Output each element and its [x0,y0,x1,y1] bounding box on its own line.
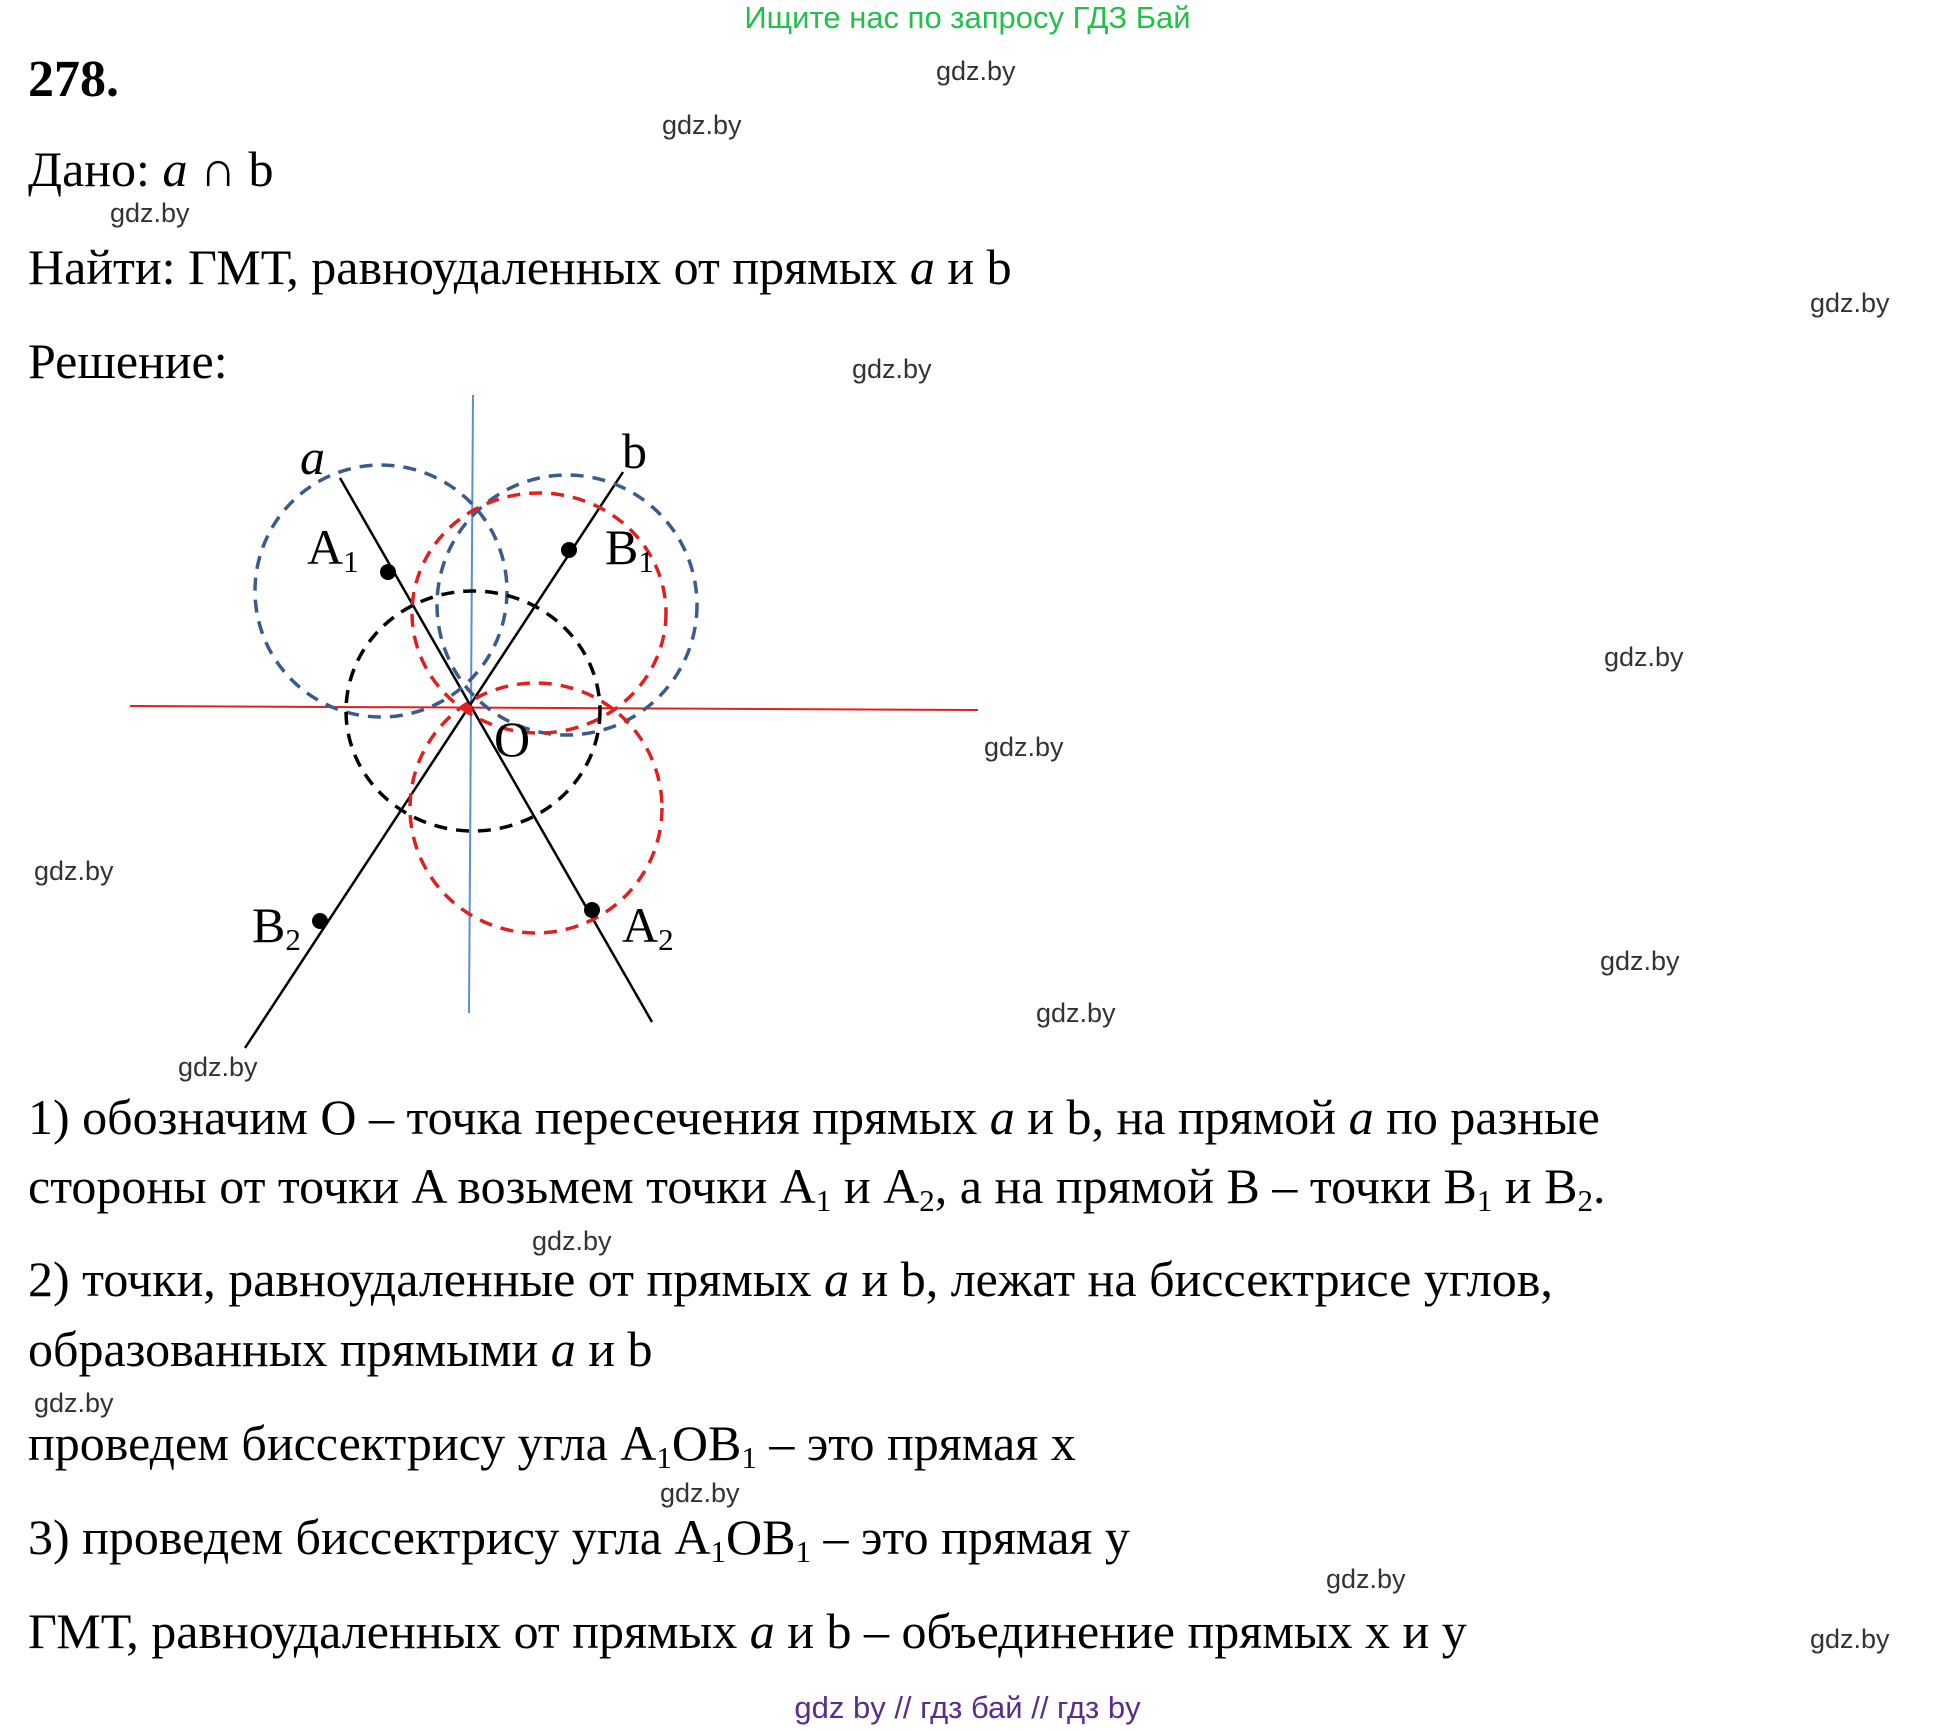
given-a: a [162,141,188,197]
watermark: gdz.by [1600,946,1680,976]
watermark: gdz.by [1810,1624,1890,1654]
label-line-a: a [300,429,325,485]
find-a: a [909,239,935,295]
conclusion-line: ГМТ, равноудаленных от прямых a и b – объединение прямых x и y [28,1603,1467,1659]
watermark: gdz.by [1036,998,1116,1028]
point-o [463,704,473,714]
top-banner: Ищите нас по запросу ГДЗ Бай [744,0,1191,35]
watermark: gdz.by [852,354,932,384]
solution-title: Решение: [28,333,228,389]
step2-line1: 2) точки, равноудаленные от прямых a и b, лежат на биссектрисе углов, [28,1251,1553,1307]
watermark: gdz.by [662,110,742,140]
point-b1 [561,542,577,558]
given-rest: ∩ b [187,141,274,197]
watermark: gdz.by [1326,1564,1406,1594]
label-b2: $B_2$ [252,897,301,957]
watermark: gdz.by [34,1388,114,1418]
line-b [245,472,623,1048]
label-a2: $A_2$ [622,897,674,957]
point-b2 [312,913,328,929]
point-a2 [584,902,600,918]
step3-line: 3) проведем биссектрису угла $A_1OB_1$ – это прямая y [28,1509,1130,1569]
watermark: gdz.by [1810,288,1890,318]
point-a1 [380,564,396,580]
step2-line3: проведем биссектрису угла $A_1OB_1$ – это прямая x [28,1415,1076,1475]
footer-watermark: gdz by // гдз бай // гдз by [794,1690,1141,1725]
find-rest: и b [934,239,1012,295]
watermark: gdz.by [532,1226,612,1256]
watermark: gdz.by [984,732,1064,762]
step2-line2: образованных прямыми a и b [28,1321,653,1377]
watermark: gdz.by [178,1052,258,1082]
watermark: gdz.by [936,56,1016,86]
watermark: gdz.by [1604,642,1684,672]
find-prefix: Найти: ГМТ, равноудаленных от прямых [28,239,910,295]
bisector-line-x [130,706,978,710]
watermark: gdz.by [34,856,114,886]
problem-number: 278. [28,51,119,108]
step1-line2: стороны от точки A возьмем точки $A_1$ и $A_2$, а на прямой B – точки $B_1$ и $B_2$. [28,1158,1606,1218]
watermark: gdz.by [660,1478,740,1508]
step1-line1: 1) обозначим O – точка пересечения прямых a и b, на прямой a по разные [28,1089,1600,1145]
label-b1: $B_1$ [605,519,654,579]
label-o: O [494,711,531,767]
watermark: gdz.by [110,198,190,228]
label-line-b: b [622,423,647,479]
label-a1: $A_1$ [307,519,359,579]
given-prefix: Дано: [28,141,163,197]
